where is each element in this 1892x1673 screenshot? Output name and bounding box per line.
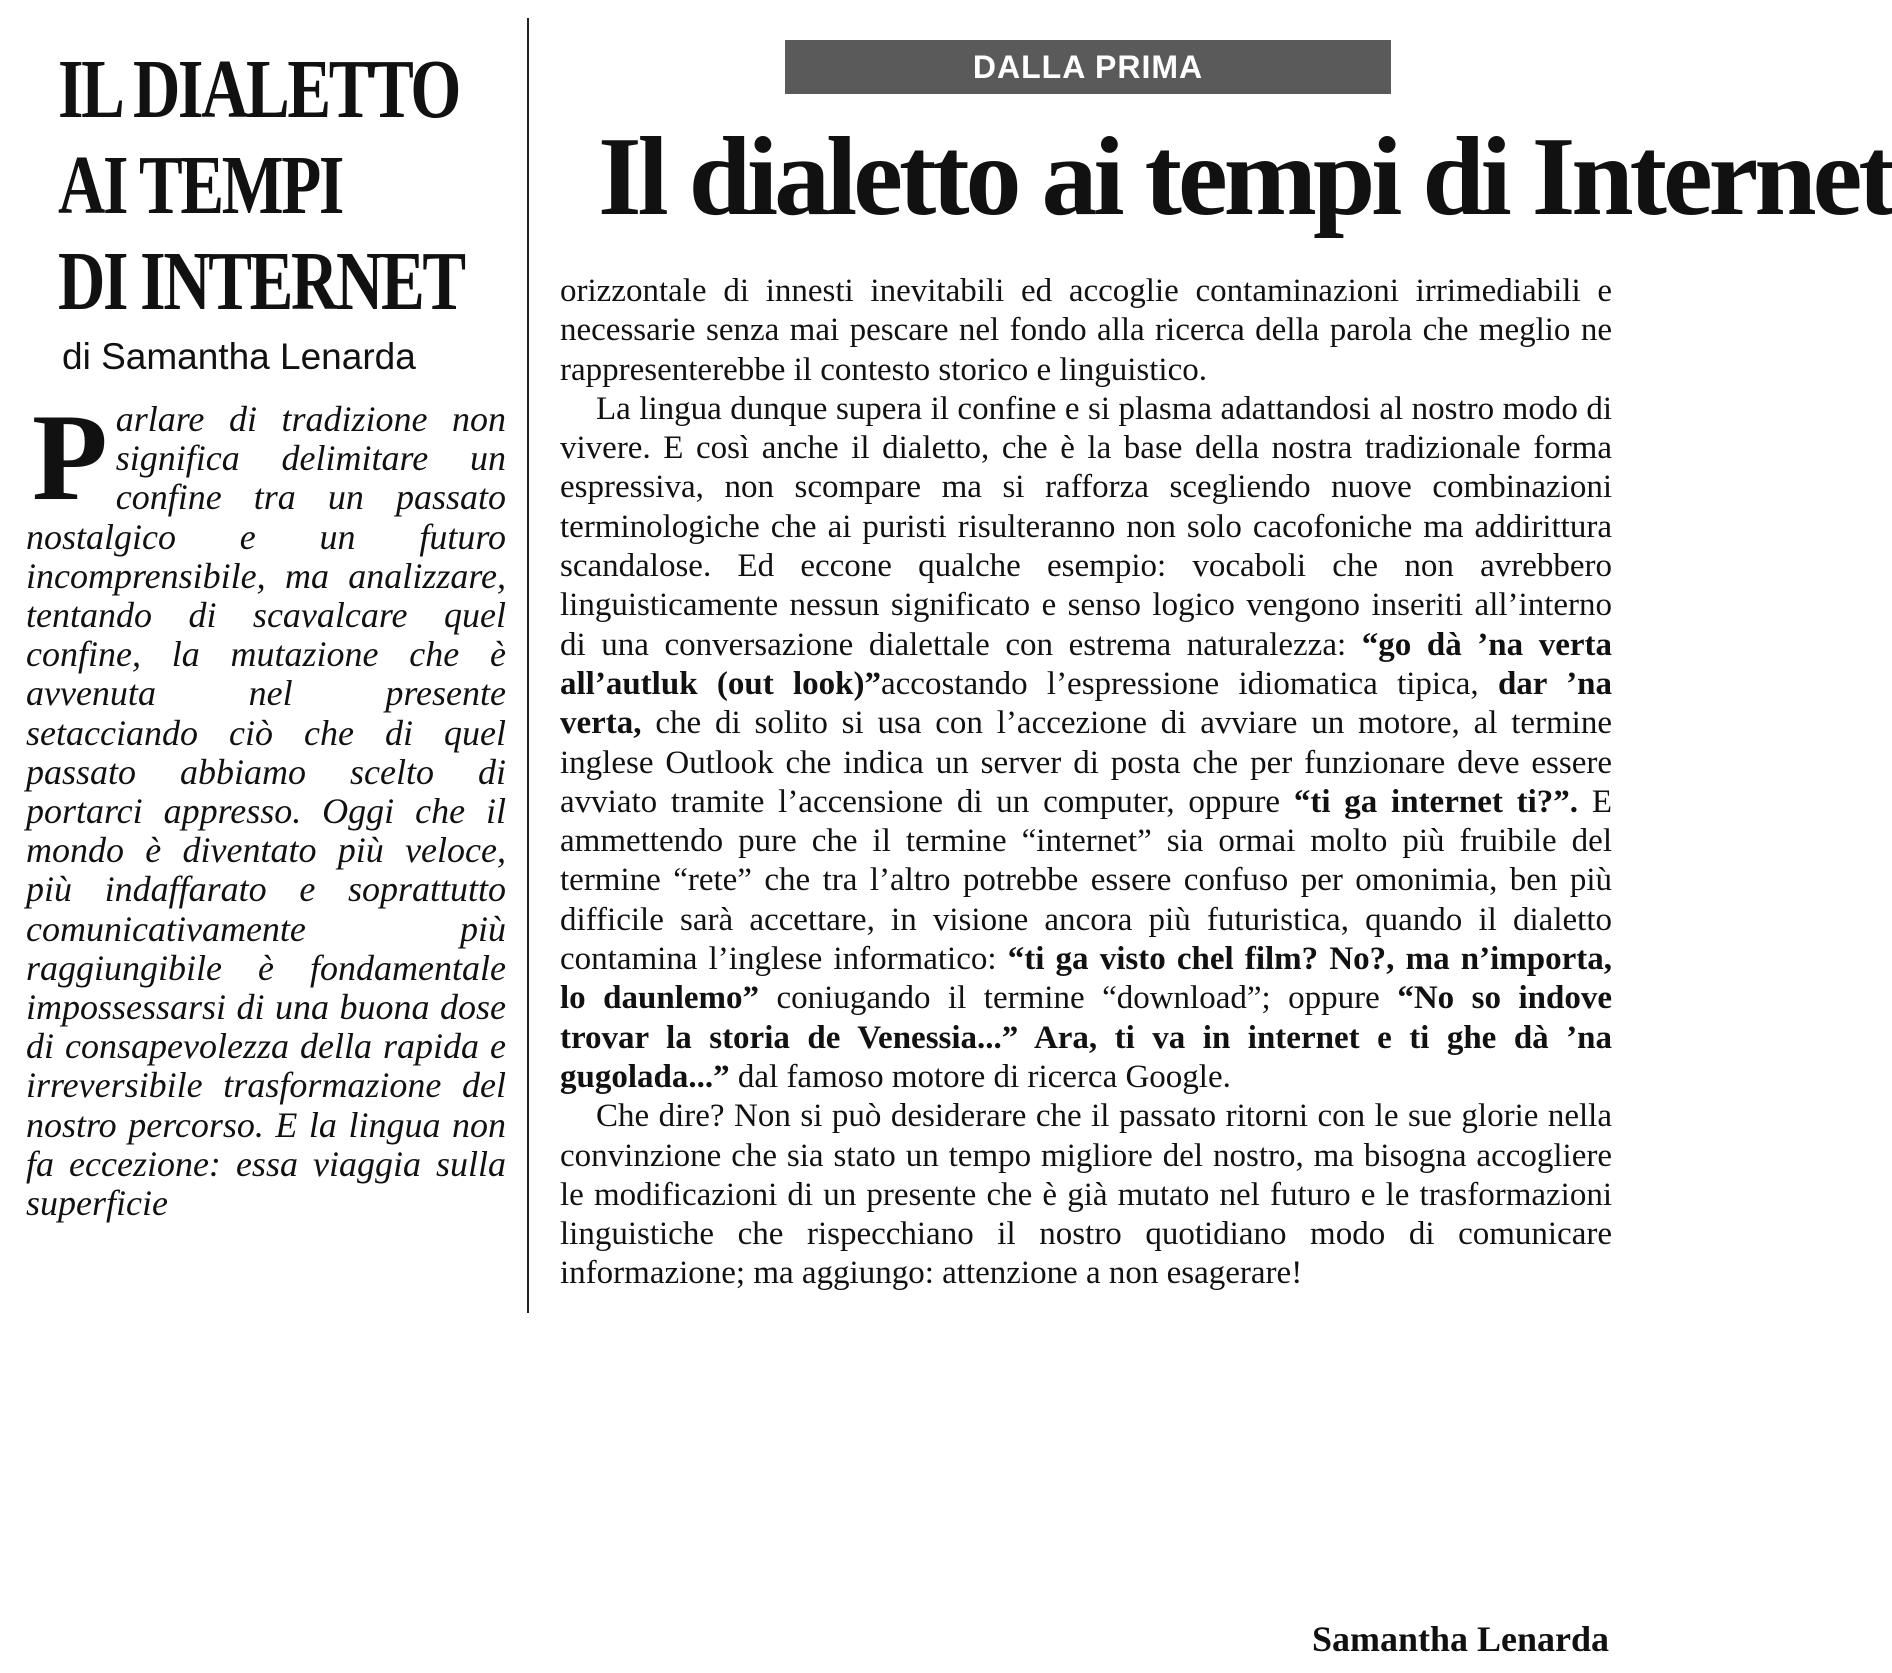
left-headline-line-2: AI TEMPI xyxy=(58,139,343,232)
lead-text: arlare di tradizione non significa delimitare un confine tra un passato nostalgico e un futuro incomprensibile, ma analizzare, tentando di scavalcare quel confine, la mutazione che è avvenuta nel presente setacciando ciò che di quel passato abbiamo scelto di portarci appresso. Oggi che il mondo è diventato più veloce, più indaffarato e soprattutto comunicativamente più raggiungibile è fondamentale impossessarsi di una buona dose di consapevolezza della rapida e irreversibile trasformazione del nostro percorso. E la lingua non fa eccezione: essa viaggia sulla superficie xyxy=(26,399,506,1224)
p2-text-e: E ammettendo pure che il termine “internet” sia ormai molto più fruibile del termine “rete” che tra l’altro potrebbe essere confuso per omonimia, ben più difficile sarà accettare, in visione ancora più futuristica, quando il dialetto contamina l’inglese informatico: xyxy=(560,783,1612,978)
p2-text-a: La lingua dunque supera il confine e si plasma adattandosi al nostro modo di vivere. E così anche il dialetto, che è la base della nostra tradizionale forma espressiva, non scompare ma si rafforza scegliendo nuove combinazioni terminologiche che ai puristi risulteranno non solo cacofoniche ma addirittura scandalose. Ed eccone qualche esempio: vocaboli che non avrebbero linguisticamente nessun significato e senso logico vengono inseriti all’interno di una conversazione dialettale con estrema naturalezza: xyxy=(560,390,1612,663)
quote-daunlemo: “ti ga visto chel film? No?, ma n’importa, lo daunlemo” xyxy=(560,941,1612,1017)
quote-autluk: “go dà ’na verta all’autluk (out look)” xyxy=(560,626,1612,702)
p2-text-c: accostando l’espressione idiomatica tipica, xyxy=(881,665,1498,702)
left-headline xyxy=(58,42,464,330)
paragraph-1: orizzontale di innesti inevitabili ed accoglie contaminazioni irrimediabili e necessarie senza mai pescare nel fondo alla ricerca della parola che meglio ne rappresenterebbe il contesto storico e linguistico. xyxy=(560,273,1612,388)
p2-text-f: coniugando il termine “download”; oppure xyxy=(759,980,1398,1017)
article-body xyxy=(560,272,1612,1294)
quote-ti-ga-internet: “ti ga internet ti?”. xyxy=(1293,783,1579,820)
kicker-banner: DALLA PRIMA xyxy=(785,40,1391,94)
author-signature: Samantha Lenarda xyxy=(1311,1619,1609,1659)
quote-gugolada: “No so indove trovar la storia de Venessia...” Ara, ti va in internet e ti ghe dà ’na gugolada...” xyxy=(560,980,1612,1095)
p2-text-d: che di solito si usa con l’accezione di avviare un motore, al termine inglese Outlook che indica un server di posta che per funzionare deve essere avviato tramite l’accensione di un computer, oppure xyxy=(560,705,1612,820)
p2-text-g: dal famoso motore di ricerca Google. xyxy=(729,1058,1231,1095)
column-divider xyxy=(527,18,529,1313)
paragraph-3: Che dire? Non si può desiderare che il passato ritorni con le sue glorie nella convinzione che sia stato un tempo migliore del nostro, ma bisogna accogliere le modificazioni di un presente che è già mutato nel futuro e le trasformazioni linguistiche che rispecchiano il nostro quotidiano modo di comunicare informazione; ma aggiungo: attenzione a non esagerare! xyxy=(560,1098,1612,1292)
drop-cap: P xyxy=(32,389,108,526)
paragraph-2 xyxy=(560,390,1612,1097)
main-title: Il dialetto ai tempi di Internet xyxy=(598,115,1892,239)
left-byline: di Samantha Lenarda xyxy=(62,336,416,377)
lead-paragraph xyxy=(26,389,506,1224)
quote-dar-na-verta: dar ’na verta, xyxy=(560,665,1613,742)
left-headline-line-3: DI INTERNET xyxy=(58,235,464,328)
left-headline-line-1: IL DIALETTO xyxy=(58,43,459,136)
left-column xyxy=(22,30,510,1223)
